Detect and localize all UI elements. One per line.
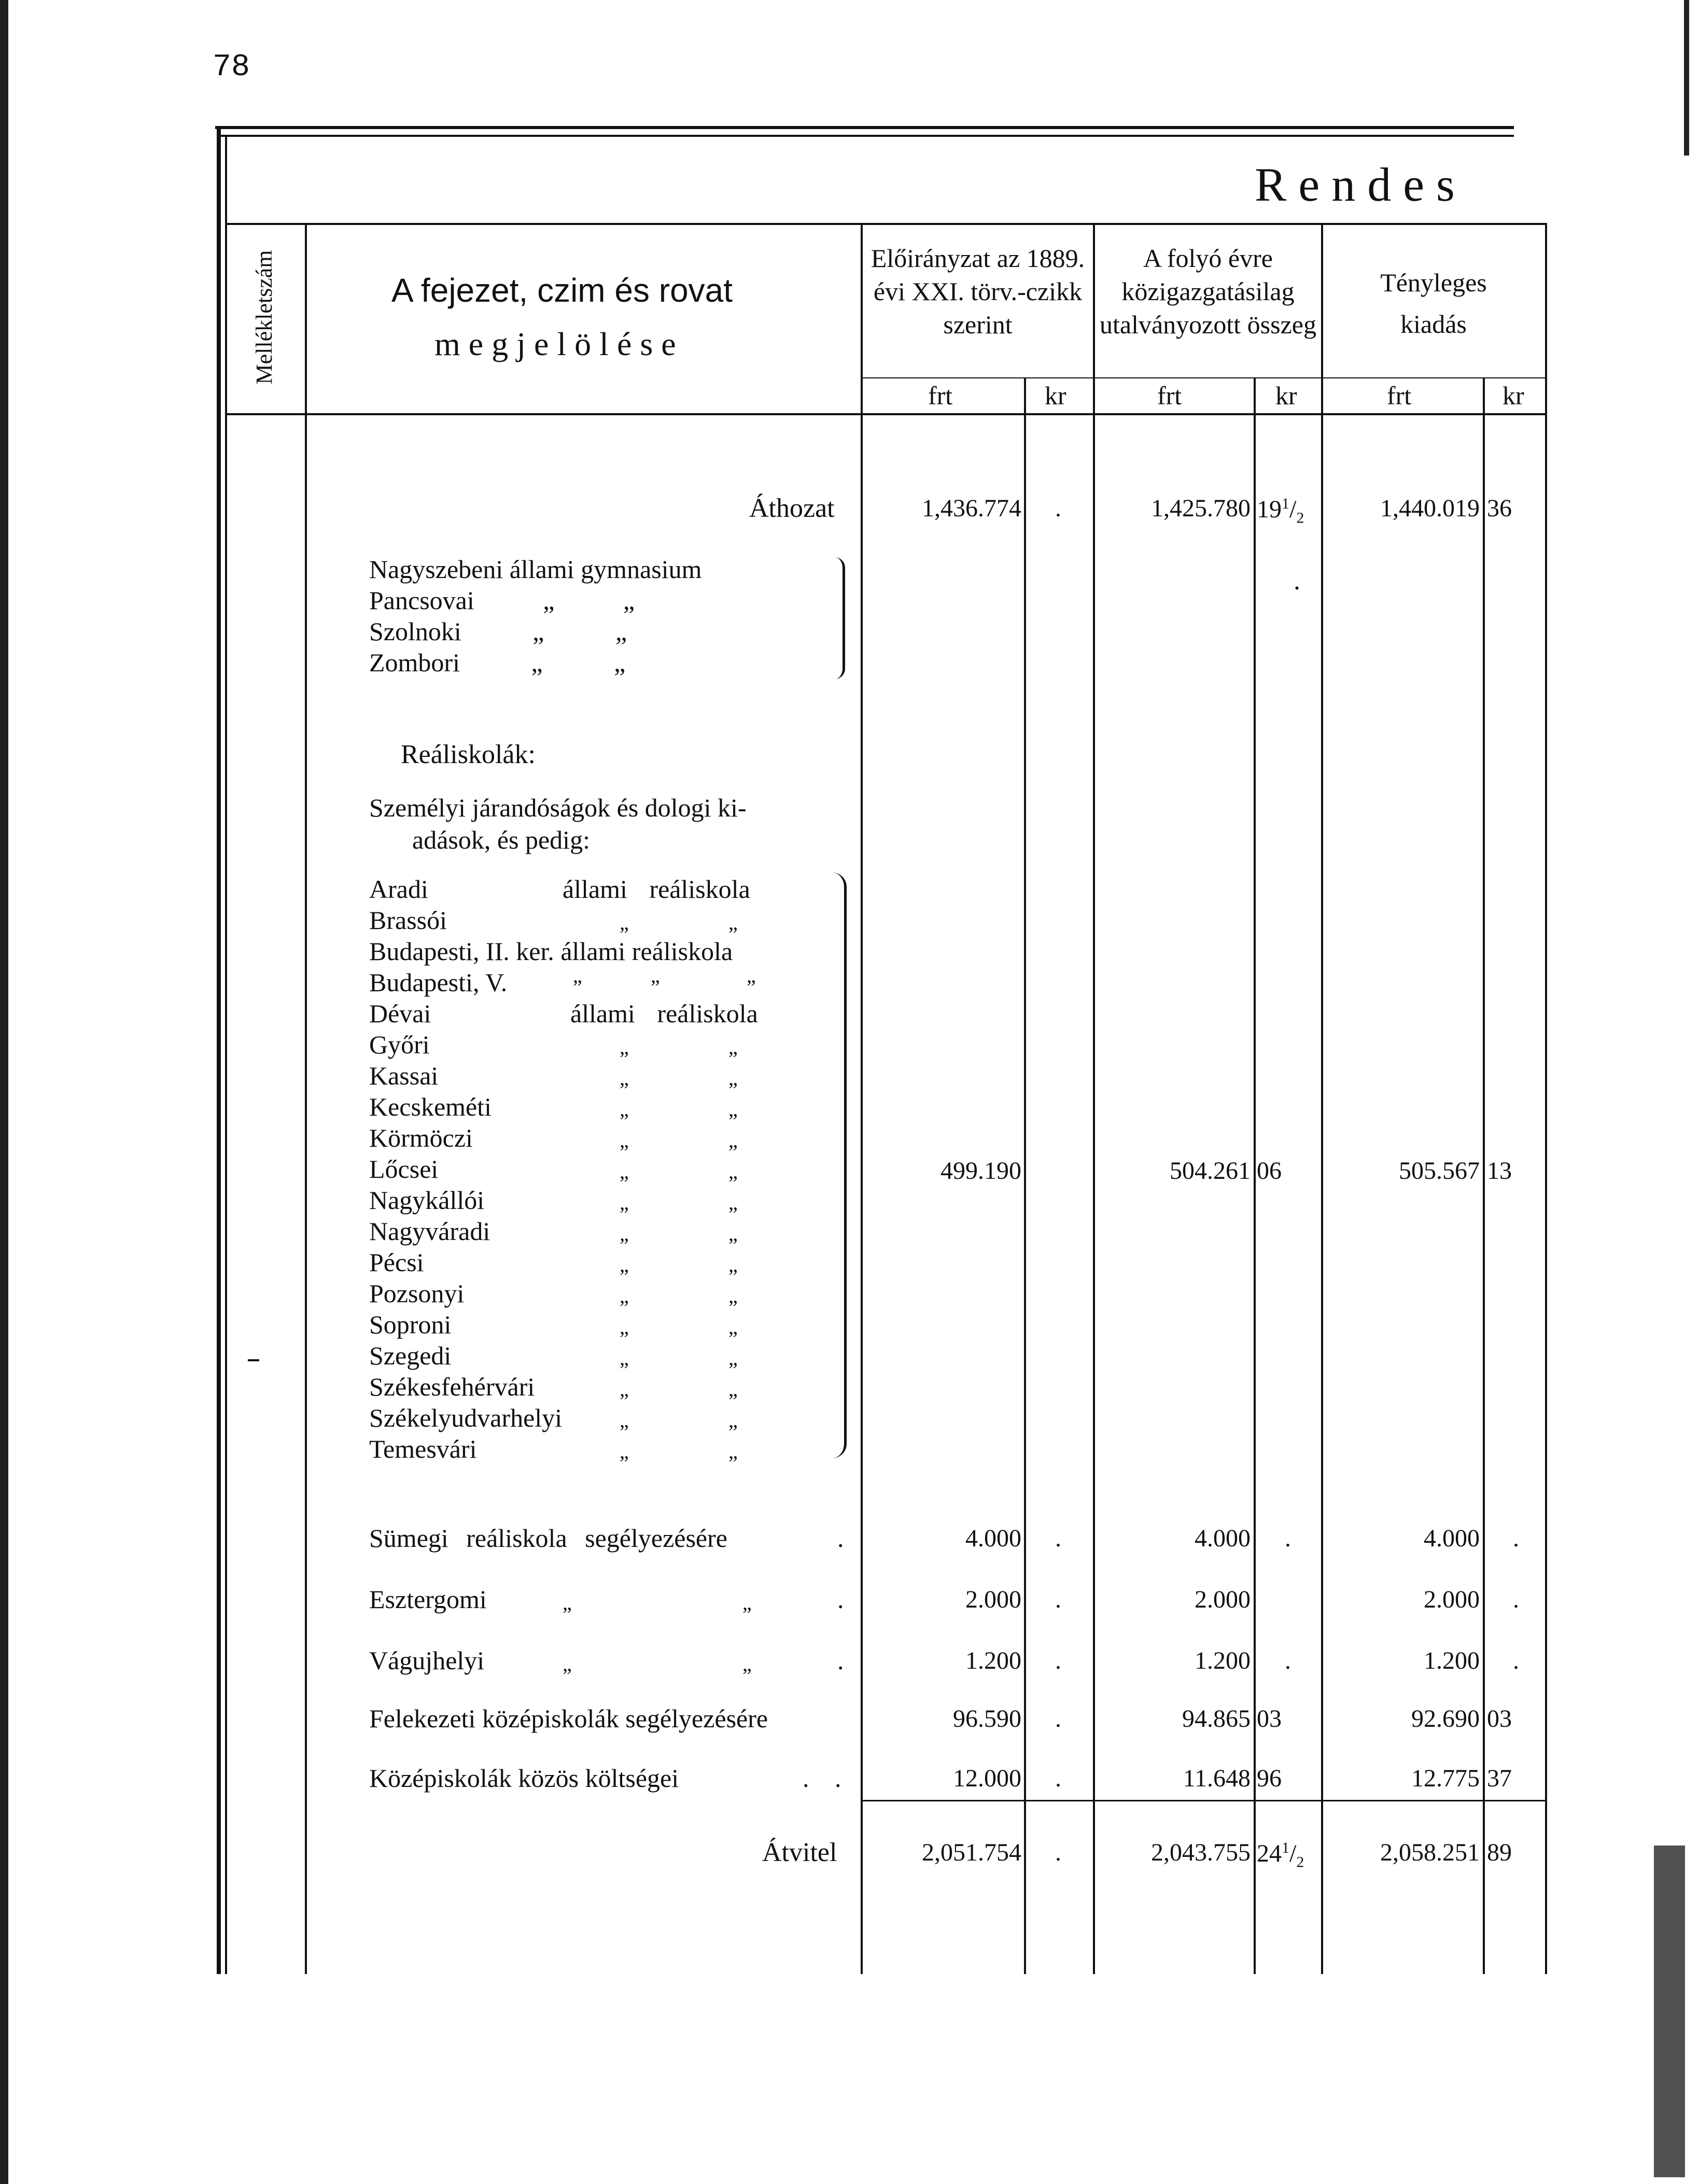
ditto-mark: „	[620, 1346, 629, 1370]
row-c1-frt: 96.590	[953, 1705, 1021, 1732]
row-c3-kr: 03	[1487, 1705, 1512, 1732]
ditto-mark: „	[728, 1440, 738, 1463]
row-c2-frt: 4.000	[1195, 1525, 1251, 1552]
fraction-denominator: 2	[1296, 1853, 1304, 1871]
list-item: Pozsonyi	[369, 1279, 465, 1308]
row-c1-frt: 4.000	[965, 1525, 1021, 1552]
athozat-c3-frt: 1,440.019	[1380, 495, 1480, 522]
leader-dot: .	[837, 1646, 844, 1675]
szemelyi-line-2: adások, és pedig:	[412, 825, 590, 854]
list-item: Dévai	[369, 999, 431, 1028]
ditto-mark: „	[728, 1377, 738, 1401]
ditto-mark: „	[728, 1035, 738, 1059]
col-header-folyo-evre: A folyó évre közigazgatásilag utalványozott összeg	[1100, 244, 1316, 339]
dash-mark	[248, 1359, 259, 1361]
page-number: 78	[213, 50, 250, 85]
realiskola-c3-kr: 13	[1487, 1157, 1512, 1185]
atvitel-c2-kr	[1257, 1840, 1304, 1870]
ditto-mark: „	[651, 964, 660, 987]
gymnasium-dot: .	[1294, 566, 1300, 596]
list-item-suffix: állami reáliskola	[563, 875, 750, 904]
row-label: Középiskolák közös költségei	[369, 1764, 679, 1793]
ditto-mark: „	[563, 1652, 572, 1675]
col-header-tenyleges: Tényleges kiadás	[1380, 268, 1487, 339]
ditto-mark: „	[620, 1222, 629, 1245]
section-title: R e n d e s	[1255, 158, 1455, 211]
row-c2-frt: 11.648	[1183, 1765, 1251, 1792]
ditto-mark: „	[728, 1191, 738, 1214]
col-header-fejezet-2: m e g j e l ö l é s e	[434, 326, 676, 362]
ditto-mark: „	[728, 1160, 738, 1183]
fraction-slash: /	[1289, 1840, 1297, 1867]
scan-edge-right-lower	[1654, 1845, 1685, 2177]
atvitel-c1-frt: 2,051.754	[922, 1839, 1021, 1866]
atvitel-c2-kr-whole: 24	[1257, 1840, 1282, 1867]
row-c3-frt: 12.775	[1411, 1765, 1480, 1792]
col-header-fejezet-1: A fejezet, czim és rovat	[391, 272, 733, 309]
row-c1-kr: .	[1055, 1586, 1061, 1613]
realiskola-c3-frt: 505.567	[1399, 1157, 1480, 1185]
gymnasium-brace	[832, 557, 845, 679]
row-c2-kr: 96	[1257, 1765, 1282, 1792]
row-label: Felekezeti középiskolák segélyezésére	[369, 1704, 768, 1733]
realiskola-c1-frt: 499.190	[940, 1157, 1021, 1185]
col-line-c1	[861, 223, 863, 1974]
row-c1-kr: .	[1055, 1765, 1061, 1792]
ditto-mark: „	[728, 1253, 738, 1276]
ditto-mark: „	[620, 1377, 629, 1401]
ditto-mark: „	[620, 1253, 629, 1276]
ditto-mark: „	[747, 964, 756, 987]
athozat-c2-kr-whole: 19	[1257, 496, 1282, 523]
row-c1-frt: 12.000	[953, 1765, 1021, 1792]
leader-dot: .	[837, 1585, 844, 1614]
left-border-inner	[225, 135, 227, 1974]
frtkr-rule-2	[1097, 377, 1322, 378]
row-label: Esztergomi	[369, 1585, 487, 1614]
list-item: Soproni	[369, 1310, 452, 1339]
header-top-rule	[225, 223, 1547, 225]
ditto-mark: „	[742, 1591, 752, 1614]
list-item-suffix: állami reáliskola	[570, 999, 758, 1028]
col-header-mellekletszam: Mellékletszám	[251, 250, 277, 385]
col-header-frt-3: frt	[1387, 381, 1412, 410]
atvitel-label: Átvitel	[762, 1838, 837, 1867]
left-border-outer	[217, 126, 221, 1974]
athozat-c1-frt: 1,436.774	[922, 495, 1021, 522]
row-c1-kr: .	[1055, 1705, 1061, 1732]
list-item: Nagykállói	[369, 1186, 485, 1215]
top-rule-inner	[220, 135, 1514, 137]
ditto-mark: „	[620, 911, 629, 934]
ditto-mark: „	[563, 1591, 572, 1614]
athozat-c2-frt: 1,425.780	[1151, 495, 1251, 522]
row-c3-frt: 2.000	[1424, 1586, 1480, 1613]
list-item: Nagyváradi	[369, 1217, 490, 1246]
list-item: Szegedi	[369, 1341, 452, 1370]
row-c3-frt: 1.200	[1424, 1647, 1480, 1674]
row-c3-kr: .	[1513, 1647, 1519, 1674]
ditto-mark: „	[620, 1097, 629, 1121]
row-c3-frt: 92.690	[1411, 1705, 1480, 1732]
realiskola-brace-top	[830, 872, 847, 1163]
col-header-eloiranyzat: Előirányzat az 1889. évi XXI. törv.-czikk szerint	[870, 244, 1085, 339]
atvitel-c3-kr: 89	[1487, 1839, 1512, 1866]
row-c1-frt: 2.000	[965, 1586, 1021, 1613]
ditto-mark: „	[620, 1408, 629, 1432]
list-item: Körmöczi	[369, 1123, 473, 1152]
list-item: Nagyszebeni állami gymnasium	[369, 555, 702, 584]
frtkr-rule-1	[861, 377, 1097, 378]
athozat-c2-kr	[1257, 496, 1304, 526]
ditto-mark: „	[728, 1408, 738, 1432]
scan-edge-right	[1684, 0, 1689, 156]
ditto-mark: „	[620, 1066, 629, 1090]
row-c3-frt: 4.000	[1424, 1525, 1480, 1552]
athozat-label: Áthozat	[749, 494, 835, 523]
ditto-mark: „	[728, 1097, 738, 1121]
row-c1-frt: 1.200	[965, 1647, 1021, 1674]
row-c1-kr: .	[1055, 1525, 1061, 1552]
row-c2-frt: 94.865	[1182, 1705, 1251, 1732]
list-item: Székelyudvarhelyi	[369, 1403, 563, 1432]
ditto-mark: „	[728, 911, 738, 934]
row-label: Sümegi reáliskola segélyezésére	[369, 1524, 727, 1553]
athozat-c3-kr: 36	[1487, 495, 1512, 522]
realiskola-brace-bottom	[830, 1163, 847, 1458]
fraction-denominator: 2	[1296, 509, 1304, 527]
list-item: Székesfehérvári	[369, 1372, 535, 1401]
atvitel-c2-frt: 2,043.755	[1151, 1839, 1251, 1866]
row-c2-frt: 1.200	[1195, 1647, 1251, 1674]
atvitel-rule-2	[1093, 1800, 1322, 1801]
athozat-c1-kr: .	[1055, 495, 1061, 522]
ditto-mark: „	[742, 1652, 752, 1675]
list-item: Pancsovai „ „	[369, 586, 635, 615]
ditto-mark: „	[620, 1129, 629, 1152]
ditto-mark: „	[620, 1160, 629, 1183]
ditto-mark: „	[573, 964, 582, 987]
fraction-numerator: 1	[1282, 1839, 1289, 1856]
col-line-mellek	[305, 223, 307, 1974]
list-item: Zombori „ „	[369, 648, 626, 677]
szemelyi-line-1: Személyi járandóságok és dologi ki-	[369, 793, 747, 822]
leader-dot: .	[837, 1524, 844, 1553]
list-item: Brassói	[369, 906, 447, 935]
atvitel-rule-1	[861, 1800, 1095, 1801]
col-header-frt-1: frt	[928, 381, 953, 410]
row-c3-kr: .	[1513, 1525, 1519, 1552]
list-item: Kecskeméti	[369, 1092, 492, 1121]
col-header-kr-2: kr	[1275, 381, 1297, 410]
realiskola-c2-frt: 504.261	[1170, 1157, 1251, 1185]
col-line-c3kr	[1483, 377, 1485, 1974]
row-c2-frt: 2.000	[1195, 1586, 1251, 1613]
ditto-mark: „	[728, 1315, 738, 1338]
list-item: Budapesti, II. ker. állami reáliskola	[369, 937, 733, 966]
list-item: Lőcsei	[369, 1154, 439, 1183]
ditto-mark: „	[620, 1191, 629, 1214]
list-item: Szolnoki „ „	[369, 617, 627, 646]
list-item: Temesvári	[369, 1434, 477, 1463]
fraction-slash: /	[1289, 496, 1297, 523]
col-header-kr-1: kr	[1045, 381, 1066, 410]
col-header-kr-3: kr	[1503, 381, 1524, 410]
top-rule-outer	[215, 126, 1514, 129]
ditto-mark: „	[728, 1129, 738, 1152]
ditto-mark: „	[620, 1284, 629, 1307]
ditto-mark: „	[620, 1440, 629, 1463]
atvitel-rule-3	[1321, 1800, 1545, 1801]
list-item: Budapesti, V.	[369, 968, 508, 997]
atvitel-c1-kr: .	[1055, 1839, 1061, 1866]
ditto-mark: „	[620, 1315, 629, 1338]
realiskolak-heading: Reáliskolák:	[401, 740, 536, 769]
scan-edge-left	[0, 0, 8, 2184]
ditto-mark: „	[728, 1284, 738, 1307]
row-c3-kr: 37	[1487, 1765, 1512, 1792]
col-header-frt-2: frt	[1157, 381, 1182, 410]
header-bottom-rule	[225, 413, 1547, 415]
row-c3-kr: .	[1513, 1586, 1519, 1613]
fraction-numerator: 1	[1282, 495, 1289, 512]
col-line-c2kr	[1254, 377, 1256, 1974]
ditto-mark: „	[728, 1346, 738, 1370]
atvitel-c3-frt: 2,058.251	[1380, 1839, 1480, 1866]
leader-dot: .	[803, 1764, 809, 1793]
row-c2-kr: .	[1285, 1525, 1291, 1552]
frtkr-rule-3	[1322, 377, 1545, 378]
list-item: Aradi	[369, 875, 428, 904]
list-item: Pécsi	[369, 1248, 424, 1277]
list-item: Győri	[369, 1030, 430, 1059]
list-item: Kassai	[369, 1061, 439, 1090]
realiskola-c2-kr: 06	[1257, 1157, 1282, 1185]
row-c2-kr: .	[1285, 1647, 1291, 1674]
row-label: Vágujhelyi	[369, 1646, 485, 1675]
leader-dot: .	[835, 1764, 841, 1793]
ditto-mark: „	[728, 1066, 738, 1090]
col-line-c1kr	[1024, 377, 1026, 1974]
row-c2-kr: 03	[1257, 1705, 1282, 1732]
row-c1-kr: .	[1055, 1647, 1061, 1674]
col-line-right	[1545, 223, 1547, 1974]
ditto-mark: „	[728, 1222, 738, 1245]
ditto-mark: „	[620, 1035, 629, 1059]
